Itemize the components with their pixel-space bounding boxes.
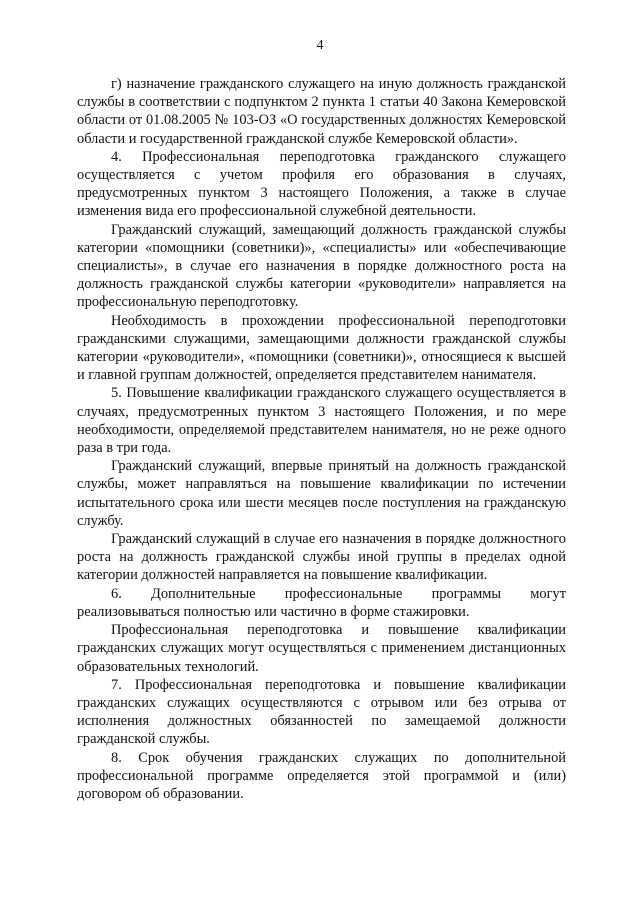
paragraph-7-study-mode: 7. Профессиональная переподготовка и повышение квалификации гражданских служащих осуществляются с отрывом или без отрыва от исполнения должностных обязанностей по замещаемой должности гражданской службы. [77,676,566,748]
paragraph-5-new-employee: Гражданский служащий, впервые принятый на должность гражданской службы, может направляться на повышение квалификации по истечении испытательного срока или шести месяцев после поступления на гражданскую службу. [77,458,566,529]
paragraph-3g-reassignment: г) назначение гражданского служащего на иную должность гражданской службы в соответствии с подпунктом 2 пункта 1 статьи 40 Закона Кемеровской области от 01.08.2005 № 103-ОЗ «О государственных должностях Кемеровской области и государственной гражданской службе Кемеровской области». [77,76,566,147]
paragraph-5-qualification: 5. Повышение квалификации гражданского служащего осуществляется в случаях, предусмотренных пунктом 3 настоящего Положения, и по мере необходимости, определяемой представителем нанимателя, но не реже одного раза в три года. [77,385,566,457]
paragraph-4-retraining-necessity: Необходимость в прохождении профессиональной переподготовки гражданскими служащими, замещающими должности гражданской службы категории «руководители», «помощники (советники)», относящиеся к высшей и главной группам должностей, определяется представителем нанимателя. [77,312,566,384]
document-body [77,75,566,803]
paragraph-6-distance-learning: Профессиональная переподготовка и повышение квалификации гражданских служащих могут осуществляться с применением дистанционных образовательных технологий. [77,622,566,675]
paragraph-4-category-promotion: Гражданский служащий, замещающий должность гражданской службы категории «помощники (советники)», «специалисты» или «обеспечивающие специалисты», в случае его назначения в порядке должностного роста на должность гражданской службы категории «руководители» направляется на профессиональную переподготовку. [77,221,566,311]
paragraph-8-duration: 8. Срок обучения гражданских служащих по дополнительной профессиональной программе определяется этой программой и (или) договором об образовании. [77,749,566,802]
paragraph-4-retraining: 4. Профессиональная переподготовка гражданского служащего осуществляется с учетом профиля его образования в случаях, предусмотренных пунктом 3 настоящего Положения, а также в случае изменения вида его профессиональной служебной деятельности. [77,148,566,220]
page-number: 4 [316,38,324,53]
paragraph-5-group-promotion: Гражданский служащий в случае его назначения в порядке должностного роста на должность гражданской службы иной группы в пределах одной категории должностей направляется на повышение квалификации. [77,531,566,584]
paragraph-6-internship: 6. Дополнительные профессиональные программы могут реализовываться полностью или частично в форме стажировки. [77,585,566,620]
